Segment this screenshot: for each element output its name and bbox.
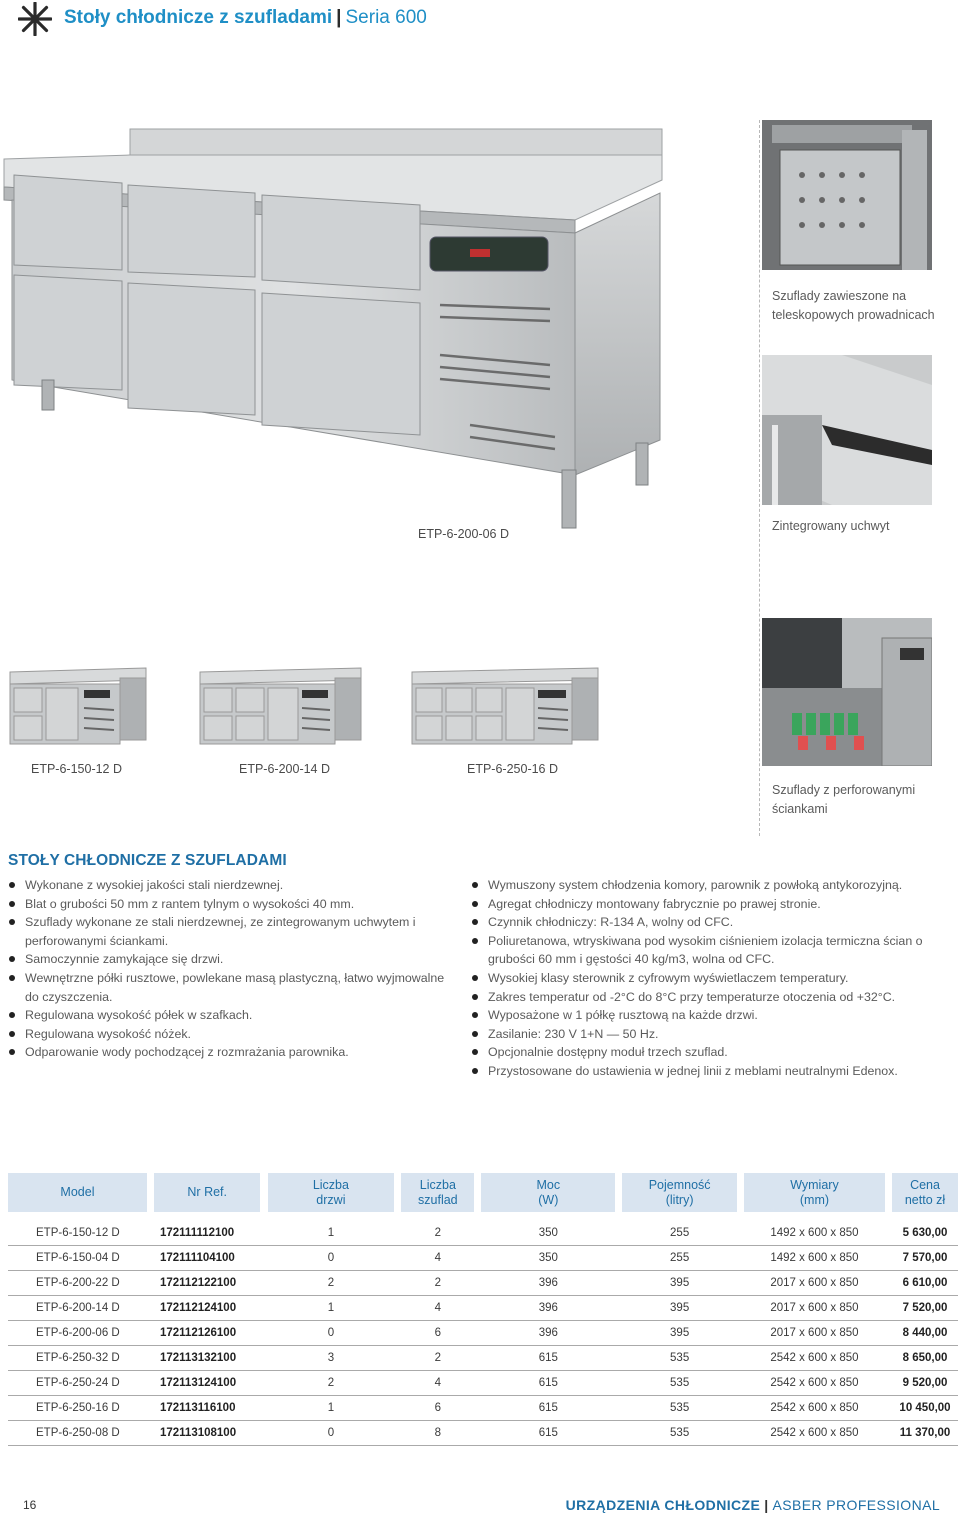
cell-spacer [394, 1221, 401, 1246]
cell-spacer [260, 1246, 267, 1271]
detail-caption-2: Zintegrowany uchwyt [772, 519, 890, 533]
cell-drawers: 2 [401, 1346, 474, 1371]
table-row [8, 1296, 958, 1321]
list-item: Opcjonalnie dostępny moduł trzech szuflad. [471, 1043, 956, 1062]
cell-ref: 172113132100 [154, 1346, 260, 1371]
cell-capacity: 395 [622, 1321, 737, 1346]
cell-drawers: 8 [401, 1421, 474, 1446]
table-row [8, 1396, 958, 1421]
cell-spacer [147, 1371, 154, 1396]
detail-image-perforated-drawer [762, 618, 932, 766]
cell-spacer [394, 1396, 401, 1421]
cell-capacity: 535 [622, 1371, 737, 1396]
cell-spacer [394, 1296, 401, 1321]
star-icon [18, 2, 52, 36]
list-item: Blat o grubości 50 mm z rantem tylnym o wysokości 40 mm. [8, 895, 453, 914]
cell-spacer [737, 1221, 744, 1246]
detail-caption-1: Szuflady zawieszone na teleskopowych prowadnicach [772, 289, 935, 322]
cell-spacer [260, 1396, 267, 1421]
list-item: Regulowana wysokość nóżek. [8, 1025, 453, 1044]
cell-spacer [474, 1221, 481, 1246]
table-row [8, 1421, 958, 1446]
cell-model: ETP-6-250-08 D [8, 1421, 147, 1446]
cell-spacer [147, 1246, 154, 1271]
list-item: Poliuretanowa, wtryskiwana pod wysokim ciśnieniem izolacja termiczna ścian o grubości 60 mm i gęstości 40 kg/m3, wolna od CFC. [471, 932, 956, 969]
cell-spacer [885, 1371, 892, 1396]
cell-doors: 2 [268, 1271, 395, 1296]
cell-spacer [737, 1396, 744, 1421]
product-table [8, 1173, 958, 1446]
page-number: 16 [23, 1498, 37, 1512]
footer-separator: | [764, 1497, 769, 1513]
cell-spacer [885, 1321, 892, 1346]
cell-spacer [147, 1421, 154, 1446]
cell-capacity: 535 [622, 1346, 737, 1371]
small-product-image-2 [198, 662, 363, 757]
cell-spacer [474, 1246, 481, 1271]
cell-ref: 172112126100 [154, 1321, 260, 1346]
cell-spacer [885, 1396, 892, 1421]
cell-spacer [394, 1346, 401, 1371]
cell-dimensions: 1492 x 600 x 850 [744, 1246, 885, 1271]
vertical-divider [759, 120, 760, 836]
features-list-left [8, 876, 453, 1062]
cell-spacer [615, 1421, 622, 1446]
table-row [8, 1371, 958, 1396]
small-product-image-3 [410, 662, 600, 757]
cell-spacer [147, 1396, 154, 1421]
cell-doors: 1 [268, 1296, 395, 1321]
cell-spacer [737, 1321, 744, 1346]
small-caption-2: ETP-6-200-14 D [239, 762, 331, 776]
cell-power: 396 [481, 1296, 615, 1321]
list-item: Regulowana wysokość półek w szafkach. [8, 1006, 453, 1025]
cell-power: 350 [481, 1246, 615, 1271]
detail-image-drawer-slides [762, 120, 932, 270]
cell-spacer [260, 1371, 267, 1396]
cell-power: 615 [481, 1346, 615, 1371]
cell-spacer [885, 1221, 892, 1246]
cell-power: 615 [481, 1421, 615, 1446]
col-header-capacity: Pojemność (litry) [622, 1173, 737, 1212]
table-header-row [8, 1173, 958, 1212]
list-item: Wykonane z wysokiej jakości stali nierdzewnej. [8, 876, 453, 895]
cell-spacer [147, 1271, 154, 1296]
cell-spacer [260, 1346, 267, 1371]
title-main: Stoły chłodnicze z szufladami [64, 7, 333, 28]
table-row [8, 1271, 958, 1296]
cell-ref: 172111104100 [154, 1246, 260, 1271]
cell-price: 8 650,00 [892, 1346, 958, 1371]
cell-price: 8 440,00 [892, 1321, 958, 1346]
cell-dimensions: 2542 x 600 x 850 [744, 1346, 885, 1371]
cell-drawers: 4 [401, 1296, 474, 1321]
table-row [8, 1246, 958, 1271]
cell-spacer [737, 1421, 744, 1446]
cell-price: 6 610,00 [892, 1271, 958, 1296]
cell-price: 7 570,00 [892, 1246, 958, 1271]
cell-spacer [260, 1421, 267, 1446]
cell-model: ETP-6-200-22 D [8, 1271, 147, 1296]
cell-doors: 1 [268, 1221, 395, 1246]
cell-model: ETP-6-200-14 D [8, 1296, 147, 1321]
small-product-image-1 [8, 662, 148, 757]
col-header-drawers: Liczba szuflad [401, 1173, 474, 1212]
small-caption-1: ETP-6-150-12 D [31, 762, 123, 776]
cell-power: 615 [481, 1396, 615, 1421]
cell-dimensions: 2017 x 600 x 850 [744, 1321, 885, 1346]
cell-capacity: 535 [622, 1421, 737, 1446]
cell-spacer [147, 1321, 154, 1346]
cell-model: ETP-6-150-04 D [8, 1246, 147, 1271]
list-item: Odparowanie wody pochodzącej z rozmrażania parownika. [8, 1043, 453, 1062]
cell-spacer [737, 1271, 744, 1296]
cell-spacer [260, 1296, 267, 1321]
detail-image-handle [762, 355, 932, 505]
cell-spacer [615, 1346, 622, 1371]
cell-spacer [394, 1421, 401, 1446]
list-item: Wysokiej klasy sterownik z cyfrowym wyświetlaczem temperatury. [471, 969, 956, 988]
list-item: Samoczynnie zamykające się drzwi. [8, 950, 453, 969]
section-title: STOŁY CHŁODNICZE Z SZUFLADAMI [8, 852, 287, 869]
main-image-caption: ETP-6-200-06 D [418, 527, 510, 541]
main-product-image [0, 125, 668, 530]
cell-spacer [737, 1346, 744, 1371]
cell-capacity: 535 [622, 1396, 737, 1421]
title-separator: | [336, 7, 342, 28]
cell-model: ETP-6-250-32 D [8, 1346, 147, 1371]
cell-spacer [885, 1346, 892, 1371]
table-row [8, 1221, 958, 1246]
detail-caption-3: Szuflady z perforowanymi ściankami [772, 783, 916, 816]
cell-dimensions: 2542 x 600 x 850 [744, 1396, 885, 1421]
cell-price: 5 630,00 [892, 1221, 958, 1246]
cell-spacer [260, 1271, 267, 1296]
cell-power: 396 [481, 1321, 615, 1346]
col-header-power: Moc (W) [481, 1173, 615, 1212]
cell-drawers: 4 [401, 1246, 474, 1271]
cell-capacity: 395 [622, 1296, 737, 1321]
cell-spacer [737, 1246, 744, 1271]
cell-spacer [615, 1296, 622, 1321]
cell-power: 615 [481, 1371, 615, 1396]
cell-price: 11 370,00 [892, 1421, 958, 1446]
list-item: Szuflady wykonane ze stali nierdzewnej, ze zintegrowanym uchwytem i perforowanymi ściankami. [8, 913, 453, 950]
cell-model: ETP-6-250-24 D [8, 1371, 147, 1396]
cell-spacer [615, 1321, 622, 1346]
cell-spacer [885, 1421, 892, 1446]
cell-model: ETP-6-150-12 D [8, 1221, 147, 1246]
cell-spacer [615, 1396, 622, 1421]
cell-dimensions: 2542 x 600 x 850 [744, 1371, 885, 1396]
cell-doors: 1 [268, 1396, 395, 1421]
footer-category: URZĄDZENIA CHŁODNICZE [565, 1497, 761, 1513]
cell-dimensions: 2017 x 600 x 850 [744, 1271, 885, 1296]
cell-spacer [394, 1371, 401, 1396]
table-row [8, 1346, 958, 1371]
list-item: Agregat chłodniczy montowany fabrycznie po prawej stronie. [471, 895, 956, 914]
cell-power: 350 [481, 1221, 615, 1246]
cell-doors: 0 [268, 1421, 395, 1446]
cell-doors: 2 [268, 1371, 395, 1396]
cell-dimensions: 2542 x 600 x 850 [744, 1421, 885, 1446]
table-row [8, 1321, 958, 1346]
cell-doors: 0 [268, 1321, 395, 1346]
cell-spacer [474, 1321, 481, 1346]
cell-power: 396 [481, 1271, 615, 1296]
title-series: Seria 600 [345, 7, 427, 28]
list-item: Wymuszony system chłodzenia komory, parownik z powłoką antykorozyjną. [471, 876, 956, 895]
cell-spacer [474, 1346, 481, 1371]
cell-price: 10 450,00 [892, 1396, 958, 1421]
cell-drawers: 2 [401, 1271, 474, 1296]
cell-spacer [615, 1271, 622, 1296]
footer-brand-name: ASBER PROFESSIONAL [772, 1497, 940, 1513]
col-header-price: Cena netto zł [892, 1173, 958, 1212]
cell-drawers: 4 [401, 1371, 474, 1396]
cell-capacity: 255 [622, 1221, 737, 1246]
cell-price: 9 520,00 [892, 1371, 958, 1396]
cell-spacer [474, 1421, 481, 1446]
cell-spacer [394, 1246, 401, 1271]
footer-brand [566, 1497, 940, 1513]
cell-ref: 172113116100 [154, 1396, 260, 1421]
cell-spacer [474, 1371, 481, 1396]
cell-doors: 3 [268, 1346, 395, 1371]
col-header-doors: Liczba drzwi [268, 1173, 395, 1212]
cell-spacer [737, 1371, 744, 1396]
cell-drawers: 6 [401, 1321, 474, 1346]
page-title [64, 7, 427, 29]
cell-doors: 0 [268, 1246, 395, 1271]
cell-spacer [147, 1221, 154, 1246]
cell-spacer [474, 1396, 481, 1421]
cell-spacer [147, 1346, 154, 1371]
cell-spacer [615, 1371, 622, 1396]
cell-drawers: 6 [401, 1396, 474, 1421]
cell-ref: 172112122100 [154, 1271, 260, 1296]
cell-dimensions: 2017 x 600 x 850 [744, 1296, 885, 1321]
cell-ref: 172113108100 [154, 1421, 260, 1446]
cell-spacer [615, 1246, 622, 1271]
list-item: Czynnik chłodniczy: R-134 A, wolny od CFC. [471, 913, 956, 932]
cell-capacity: 395 [622, 1271, 737, 1296]
cell-ref: 172112124100 [154, 1296, 260, 1321]
cell-model: ETP-6-250-16 D [8, 1396, 147, 1421]
cell-ref: 172113124100 [154, 1371, 260, 1396]
cell-spacer [260, 1221, 267, 1246]
list-item: Przystosowane do ustawienia w jednej linii z meblami neutralnymi Edenox. [471, 1062, 956, 1081]
cell-ref: 172111112100 [154, 1221, 260, 1246]
cell-spacer [885, 1271, 892, 1296]
cell-spacer [474, 1271, 481, 1296]
cell-model: ETP-6-200-06 D [8, 1321, 147, 1346]
cell-spacer [147, 1296, 154, 1321]
col-header-model: Model [8, 1173, 147, 1212]
small-caption-3: ETP-6-250-16 D [467, 762, 559, 776]
cell-capacity: 255 [622, 1246, 737, 1271]
list-item: Wewnętrzne półki rusztowe, powlekane masą plastyczną, łatwo wyjmowalne do czyszczenia. [8, 969, 453, 1006]
cell-spacer [885, 1246, 892, 1271]
cell-drawers: 2 [401, 1221, 474, 1246]
features-list-right [471, 876, 956, 1081]
list-item: Zasilanie: 230 V 1+N — 50 Hz. [471, 1025, 956, 1044]
cell-spacer [394, 1321, 401, 1346]
page-header [0, 0, 960, 40]
cell-spacer [260, 1321, 267, 1346]
cell-spacer [615, 1221, 622, 1246]
cell-spacer [885, 1296, 892, 1321]
cell-price: 7 520,00 [892, 1296, 958, 1321]
col-header-dimensions: Wymiary (mm) [744, 1173, 885, 1212]
list-item: Zakres temperatur od -2°C do 8°C przy temperaturze otoczenia od +32°C. [471, 988, 956, 1007]
cell-dimensions: 1492 x 600 x 850 [744, 1221, 885, 1246]
cell-spacer [737, 1296, 744, 1321]
cell-spacer [394, 1271, 401, 1296]
list-item: Wyposażone w 1 półkę rusztową na każde drzwi. [471, 1006, 956, 1025]
col-header-ref: Nr Ref. [154, 1173, 260, 1212]
cell-spacer [474, 1296, 481, 1321]
